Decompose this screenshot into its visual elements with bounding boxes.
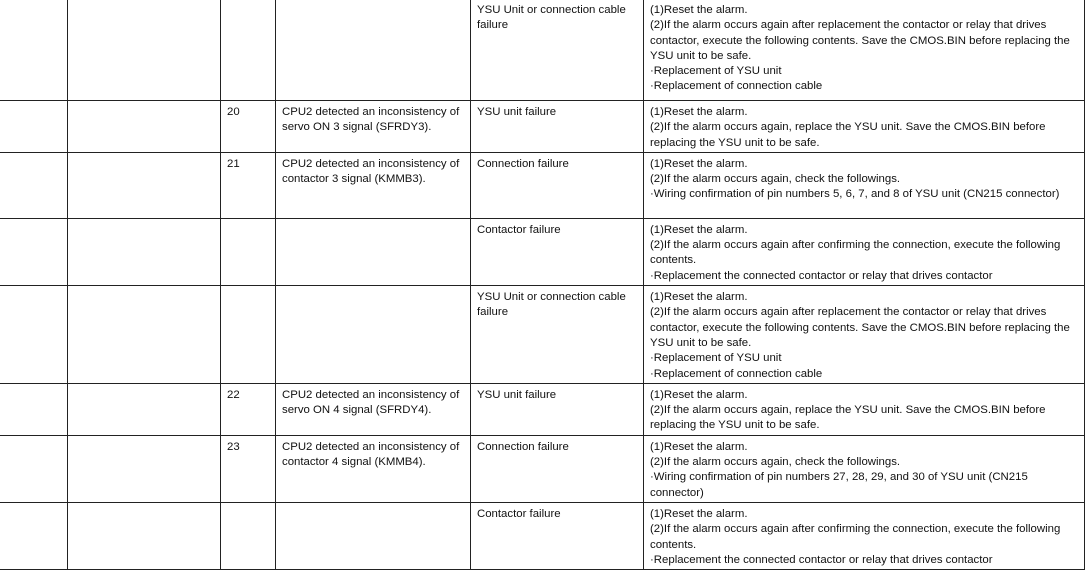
blank-cell [1, 0, 68, 101]
alarm-cause-cell: Connection failure [471, 152, 644, 218]
alarm-countermeasure-cell [644, 383, 1085, 435]
countermeasure-line: ·Replacement of YSU unit [650, 65, 782, 78]
countermeasure-line: ·Replacement of connection cable [650, 367, 823, 380]
alarm-countermeasure-cell [644, 502, 1085, 569]
alarm-description-cell [276, 218, 471, 285]
countermeasure-line: (2)If the alarm occurs again after confirming the connection, execute the following contents. [650, 239, 1061, 267]
alarm-description-cell [276, 286, 471, 384]
countermeasure-line: ·Replacement the connected contactor or relay that drives contactor [650, 269, 993, 282]
blank-cell [1, 502, 68, 569]
alarm-table-body [1, 0, 1085, 570]
countermeasure-line: (2)If the alarm occurs again, replace the YSU unit. Save the CMOS.BIN before replacing the YSU unit to be safe. [650, 404, 1046, 432]
alarm-cause-cell: YSU unit failure [471, 383, 644, 435]
alarm-subcode-cell [221, 286, 276, 384]
countermeasure-line: (1)Reset the alarm. [650, 223, 748, 236]
table-row [1, 286, 1085, 384]
countermeasure-line: ·Replacement the connected contactor or relay that drives contactor [650, 553, 993, 566]
countermeasure-line: ·Wiring confirmation of pin numbers 27, 28, 29, and 30 of YSU unit (CN215 connector) [650, 471, 1028, 499]
countermeasure-line: ·Replacement of YSU unit [650, 352, 782, 365]
blank-cell [68, 286, 221, 384]
blank-cell [1, 152, 68, 218]
countermeasure-line: (2)If the alarm occurs again, replace the YSU unit. Save the CMOS.BIN before replacing the YSU unit to be safe. [650, 121, 1046, 149]
alarm-subcode-cell: 23 [221, 435, 276, 502]
table-row [1, 383, 1085, 435]
blank-cell [68, 383, 221, 435]
alarm-subcode-cell: 20 [221, 101, 276, 153]
alarm-cause-cell: Contactor failure [471, 502, 644, 569]
countermeasure-line: (1)Reset the alarm. [650, 388, 748, 401]
blank-cell [68, 502, 221, 569]
alarm-description-cell: CPU2 detected an inconsistency of servo ON 3 signal (SFRDY3). [276, 101, 471, 153]
blank-cell [1, 435, 68, 502]
countermeasure-line: (1)Reset the alarm. [650, 4, 748, 16]
alarm-cause-cell: Contactor failure [471, 218, 644, 285]
countermeasure-line: (2)If the alarm occurs again after replacement the contactor or relay that drives contactor, execute the following contents. Save the CMOS.BIN before replacing the YSU unit to be safe. [650, 306, 1070, 349]
table-row [1, 101, 1085, 153]
alarm-countermeasure-cell [644, 435, 1085, 502]
countermeasure-line: ·Wiring confirmation of pin numbers 5, 6, 7, and 8 of YSU unit (CN215 connector) [650, 188, 1060, 201]
countermeasure-line: (2)If the alarm occurs again after confirming the connection, execute the following contents. [650, 523, 1061, 551]
countermeasure-line: (2)If the alarm occurs again, check the followings. [650, 456, 901, 469]
countermeasure-line: (1)Reset the alarm. [650, 157, 748, 170]
blank-cell [68, 0, 221, 101]
alarm-countermeasure-cell [644, 101, 1085, 153]
blank-cell [68, 218, 221, 285]
blank-cell [1, 383, 68, 435]
alarm-cause-cell: YSU Unit or connection cable failure [471, 286, 644, 384]
table-row [1, 502, 1085, 569]
alarm-cause-cell: YSU unit failure [471, 101, 644, 153]
table-row [1, 435, 1085, 502]
alarm-subcode-cell [221, 218, 276, 285]
alarm-description-cell [276, 502, 471, 569]
alarm-subcode-cell [221, 502, 276, 569]
countermeasure-line: ·Replacement of connection cable [650, 80, 823, 93]
alarm-description-cell: CPU2 detected an inconsistency of servo ON 4 signal (SFRDY4). [276, 383, 471, 435]
alarm-description-cell: CPU2 detected an inconsistency of contactor 3 signal (KMMB3). [276, 152, 471, 218]
countermeasure-line: (1)Reset the alarm. [650, 106, 748, 118]
blank-cell [1, 101, 68, 153]
table-row [1, 218, 1085, 285]
alarm-subcode-cell [221, 0, 276, 101]
alarm-countermeasure-cell [644, 286, 1085, 384]
alarm-countermeasure-cell [644, 0, 1085, 101]
table-row [1, 152, 1085, 218]
alarm-subcode-cell: 21 [221, 152, 276, 218]
countermeasure-line: (1)Reset the alarm. [650, 291, 748, 304]
alarm-countermeasure-cell [644, 218, 1085, 285]
alarm-cause-cell: YSU Unit or connection cable failure [471, 0, 644, 101]
countermeasure-line: (1)Reset the alarm. [650, 507, 748, 520]
blank-cell [68, 152, 221, 218]
blank-cell [68, 435, 221, 502]
blank-cell [1, 218, 68, 285]
table-row [1, 0, 1085, 101]
countermeasure-line: (1)Reset the alarm. [650, 440, 748, 453]
alarm-description-cell: CPU2 detected an inconsistency of contactor 4 signal (KMMB4). [276, 435, 471, 502]
alarm-description-cell [276, 0, 471, 101]
alarm-countermeasure-cell [644, 152, 1085, 218]
countermeasure-line: (2)If the alarm occurs again after replacement the contactor or relay that drives contactor, execute the following contents. Save the CMOS.BIN before replacing the YSU unit to be safe. [650, 19, 1070, 62]
blank-cell [68, 101, 221, 153]
alarm-subcode-cell: 22 [221, 383, 276, 435]
alarm-cause-cell: Connection failure [471, 435, 644, 502]
blank-cell [1, 286, 68, 384]
countermeasure-line: (2)If the alarm occurs again, check the followings. [650, 173, 901, 186]
